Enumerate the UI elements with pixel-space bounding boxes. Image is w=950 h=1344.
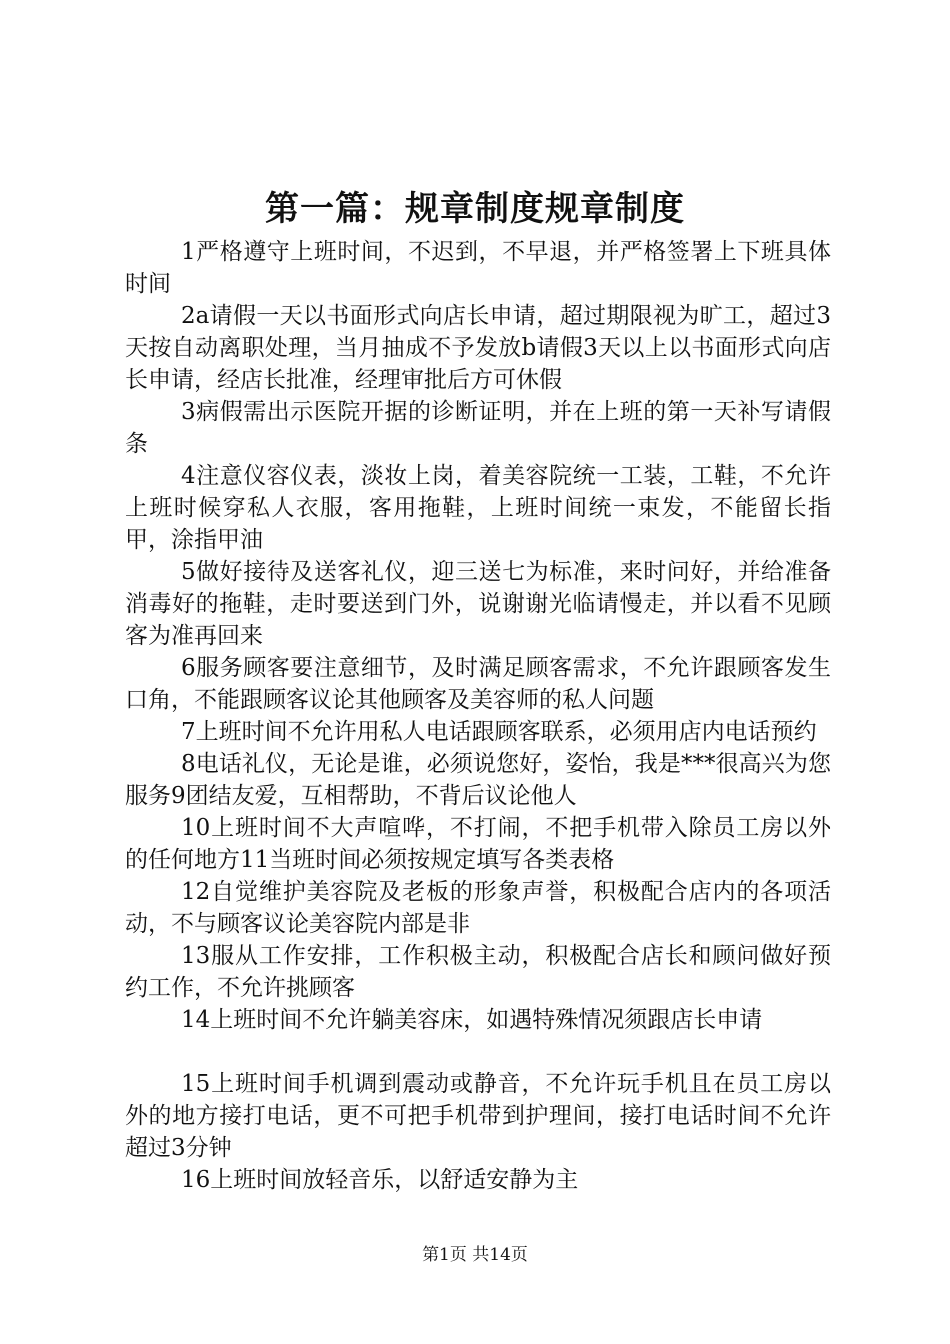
paragraph-3: 3病假需出示医院开据的诊断证明，并在上班的第一天补写请假条 (125, 399, 831, 457)
paragraph-12: 12自觉维护美容院及老板的形象声誉，积极配合店内的各项活动，不与顾客议论美容院内部是非 (125, 879, 831, 937)
paragraph-1: 1严格遵守上班时间，不迟到，不早退，并严格签署上下班具体时间 (125, 239, 831, 297)
paragraph-15: 15上班时间手机调到震动或静音，不允许玩手机且在员工房以外的地方接打电话，更不可把手机带到护理间，接打电话时间不允许超过3分钟 (125, 1071, 831, 1161)
paragraph-13: 13服从工作安排，工作积极主动，积极配合店长和顾问做好预约工作，不允许挑顾客 (125, 943, 831, 1001)
page-title: 第一篇：规章制度规章制度 (265, 189, 685, 229)
paragraph-6: 6服务顾客要注意细节，及时满足顾客需求，不允许跟顾客发生口角，不能跟顾客议论其他顾客及美容师的私人问题 (125, 655, 831, 713)
paragraph-14: 14上班时间不允许躺美容床，如遇特殊情况须跟店长申请 (181, 1007, 763, 1033)
paragraph-4: 4注意仪容仪表，淡妆上岗，着美容院统一工装，工鞋，不允许上班时候穿私人衣服，客用拖鞋，上班时间统一束发，不能留长指甲，涂指甲油 (125, 463, 831, 553)
paragraph-7: 7上班时间不允许用私人电话跟顾客联系，必须用店内电话预约 (181, 719, 817, 745)
paragraph-5: 5做好接待及送客礼仪，迎三送七为标准，来时问好，并给准备消毒好的拖鞋，走时要送到门外，说谢谢光临请慢走，并以看不见顾客为准再回来 (125, 559, 831, 649)
paragraph-16: 16上班时间放轻音乐，以舒适安静为主 (181, 1167, 579, 1193)
paragraph-2: 2a请假一天以书面形式向店长申请，超过期限视为旷工，超过3天按自动离职处理，当月抽成不予发放b请假3天以上以书面形式向店长申请，经店长批准，经理审批后方可休假 (125, 303, 831, 393)
page-footer: 第1页 共14页 (422, 1245, 528, 1265)
paragraph-10: 10上班时间不大声喧哗，不打闹，不把手机带入除员工房以外的任何地方11当班时间必须按规定填写各类表格 (125, 815, 831, 873)
paragraph-8: 8电话礼仪，无论是谁，必须说您好，姿怡，我是***很高兴为您服务9团结友爱，互相帮助，不背后议论他人 (125, 751, 831, 809)
document-body (125, 236, 831, 1196)
